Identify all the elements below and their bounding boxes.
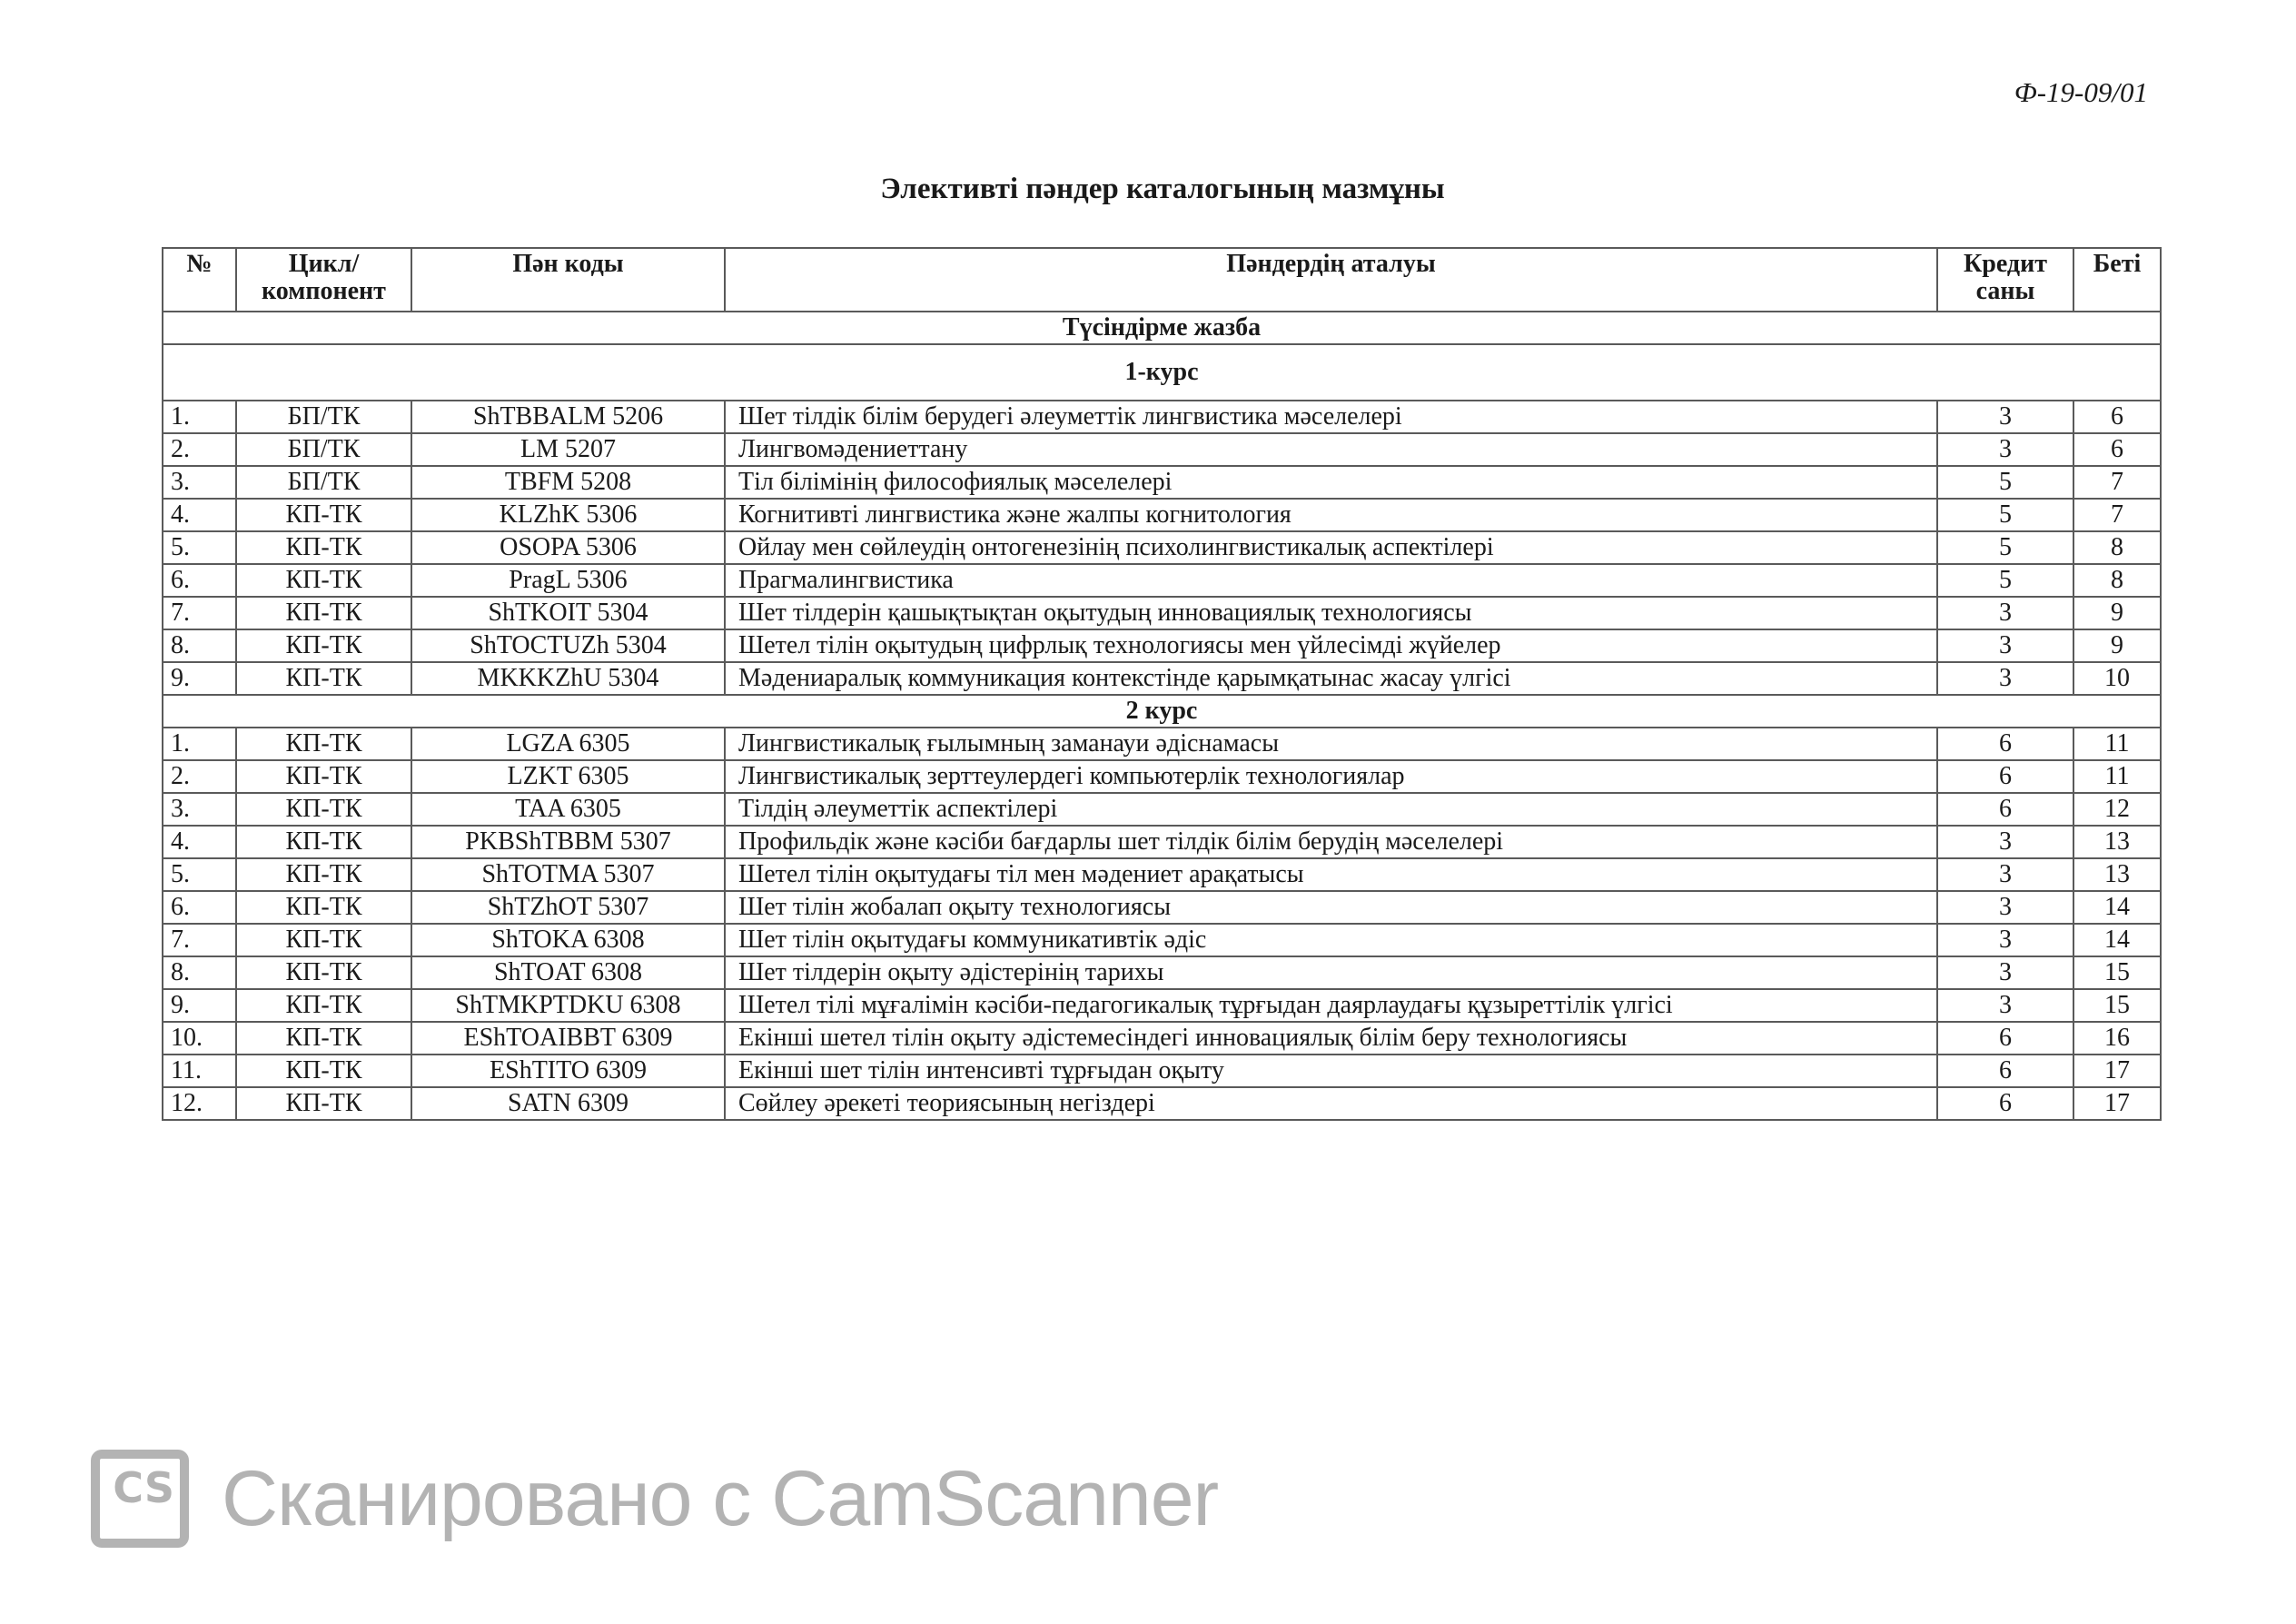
table-row	[163, 433, 2161, 466]
page-cell: 12	[2073, 793, 2161, 826]
page-cell: 10	[2073, 662, 2161, 695]
page-cell: 15	[2073, 956, 2161, 989]
cycle-cell: КП-ТК	[236, 1087, 411, 1120]
row-number: 8.	[163, 956, 236, 989]
course-code-cell: ShTOKA 6308	[411, 924, 725, 956]
course-name-cell: Сөйлеу әрекеті теориясының негіздері	[725, 1087, 1937, 1120]
page-cell: 11	[2073, 728, 2161, 760]
row-number: 9.	[163, 989, 236, 1022]
row-number: 2.	[163, 433, 236, 466]
col-header-name: Пәндердің аталуы	[725, 248, 1937, 312]
table-row	[163, 1055, 2161, 1087]
course-name-cell: Лингвомәдениеттану	[725, 433, 1937, 466]
credits-cell: 6	[1937, 1087, 2073, 1120]
cycle-cell: КП-ТК	[236, 499, 411, 531]
cycle-cell: КП-ТК	[236, 1022, 411, 1055]
year1-label: 1-курс	[163, 344, 2161, 401]
row-number: 5.	[163, 858, 236, 891]
col-header-page: Беті	[2073, 248, 2161, 312]
course-name-cell: Тілдің әлеуметтік аспектілері	[725, 793, 1937, 826]
row-number: 2.	[163, 760, 236, 793]
credits-cell: 3	[1937, 956, 2073, 989]
cycle-cell: КП-ТК	[236, 826, 411, 858]
course-code-cell: PragL 5306	[411, 564, 725, 597]
credits-cell: 6	[1937, 1055, 2073, 1087]
page-cell: 9	[2073, 629, 2161, 662]
credits-cell: 3	[1937, 597, 2073, 629]
col-header-cycle: Цикл/ компонент	[236, 248, 411, 312]
course-name-cell: Шетел тілін оқытудағы тіл мен мәдениет арақатысы	[725, 858, 1937, 891]
table-row	[163, 466, 2161, 499]
cycle-cell: БП/ТК	[236, 401, 411, 433]
table-row	[163, 858, 2161, 891]
course-name-cell: Тіл білімінің философиялық мәселелері	[725, 466, 1937, 499]
cycle-cell: БП/ТК	[236, 433, 411, 466]
credits-cell: 5	[1937, 531, 2073, 564]
cycle-cell: КП-ТК	[236, 662, 411, 695]
row-number: 12.	[163, 1087, 236, 1120]
table-row	[163, 793, 2161, 826]
camscanner-watermark	[91, 1444, 1218, 1553]
cycle-cell: БП/ТК	[236, 466, 411, 499]
credits-cell: 3	[1937, 989, 2073, 1022]
row-number: 5.	[163, 531, 236, 564]
form-code: Ф-19-09/01	[2014, 76, 2148, 108]
section-row-year2	[163, 695, 2161, 728]
cycle-cell: КП-ТК	[236, 728, 411, 760]
course-code-cell: TBFM 5208	[411, 466, 725, 499]
col-header-credits: Кредит саны	[1937, 248, 2073, 312]
col-header-num: №	[163, 248, 236, 312]
course-name-cell: Когнитивті лингвистика және жалпы когнитология	[725, 499, 1937, 531]
table-row	[163, 956, 2161, 989]
course-name-cell: Ойлау мен сөйлеудің онтогенезінің психолингвистикалық аспектілері	[725, 531, 1937, 564]
row-number: 4.	[163, 499, 236, 531]
table-header-row	[163, 248, 2161, 312]
table-row	[163, 662, 2161, 695]
credits-cell: 6	[1937, 760, 2073, 793]
col-header-code: Пән коды	[411, 248, 725, 312]
year2-label: 2 курс	[163, 695, 2161, 728]
cycle-cell: КП-ТК	[236, 793, 411, 826]
course-code-cell: LGZA 6305	[411, 728, 725, 760]
cycle-cell: КП-ТК	[236, 989, 411, 1022]
course-code-cell: ShTMKPTDKU 6308	[411, 989, 725, 1022]
row-number: 7.	[163, 597, 236, 629]
table-row	[163, 1022, 2161, 1055]
row-number: 8.	[163, 629, 236, 662]
cycle-cell: КП-ТК	[236, 760, 411, 793]
course-code-cell: LZKT 6305	[411, 760, 725, 793]
row-number: 1.	[163, 728, 236, 760]
course-name-cell: Шетел тілін оқытудың цифрлық технологиясы мен үйлесімді жүйелер	[725, 629, 1937, 662]
row-number: 11.	[163, 1055, 236, 1087]
course-name-cell: Лингвистикалық зерттеулердегі компьютерлік технологиялар	[725, 760, 1937, 793]
explanatory-note-label: Түсіндірме жазба	[163, 312, 2161, 344]
credits-cell: 5	[1937, 499, 2073, 531]
row-number: 10.	[163, 1022, 236, 1055]
credits-cell: 3	[1937, 433, 2073, 466]
row-number: 6.	[163, 564, 236, 597]
page-cell: 11	[2073, 760, 2161, 793]
row-number: 7.	[163, 924, 236, 956]
credits-cell: 6	[1937, 1022, 2073, 1055]
course-code-cell: LM 5207	[411, 433, 725, 466]
page-cell: 16	[2073, 1022, 2161, 1055]
page-cell: 6	[2073, 433, 2161, 466]
row-number: 4.	[163, 826, 236, 858]
page-cell: 13	[2073, 858, 2161, 891]
cycle-cell: КП-ТК	[236, 531, 411, 564]
course-name-cell: Екінші шетел тілін оқыту әдістемесіндегі инновациялық білім беру технологиясы	[725, 1022, 1937, 1055]
course-code-cell: EShTOAIBBT 6309	[411, 1022, 725, 1055]
table-row	[163, 531, 2161, 564]
course-code-cell: KLZhK 5306	[411, 499, 725, 531]
page-cell: 7	[2073, 499, 2161, 531]
course-name-cell: Мәдениаралық коммуникация контекстінде қарымқатынас жасау үлгісі	[725, 662, 1937, 695]
course-name-cell: Шет тілдік білім берудегі әлеуметтік лингвистика мәселелері	[725, 401, 1937, 433]
page-cell: 15	[2073, 989, 2161, 1022]
course-name-cell: Профильдік және кәсіби бағдарлы шет тілдік білім берудің мәселелері	[725, 826, 1937, 858]
cycle-cell: КП-ТК	[236, 924, 411, 956]
table-row	[163, 924, 2161, 956]
cycle-cell: КП-ТК	[236, 891, 411, 924]
document-title: Элективті пәндер каталогының мазмұны	[880, 173, 1445, 205]
course-code-cell: MKKKZhU 5304	[411, 662, 725, 695]
course-code-cell: OSOPA 5306	[411, 531, 725, 564]
cycle-cell: КП-ТК	[236, 858, 411, 891]
cycle-cell: КП-ТК	[236, 629, 411, 662]
table-row	[163, 629, 2161, 662]
credits-cell: 3	[1937, 891, 2073, 924]
table-row	[163, 826, 2161, 858]
table-row	[163, 728, 2161, 760]
row-number: 1.	[163, 401, 236, 433]
page-cell: 8	[2073, 531, 2161, 564]
section-row-year1	[163, 344, 2161, 401]
page-cell: 8	[2073, 564, 2161, 597]
row-number: 3.	[163, 466, 236, 499]
cycle-cell: КП-ТК	[236, 1055, 411, 1087]
page-cell: 6	[2073, 401, 2161, 433]
course-name-cell: Лингвистикалық ғылымның заманауи әдіснамасы	[725, 728, 1937, 760]
course-code-cell: EShTITO 6309	[411, 1055, 725, 1087]
table-row	[163, 597, 2161, 629]
course-name-cell: Шет тілдерін оқыту әдістерінің тарихы	[725, 956, 1937, 989]
course-code-cell: ShTZhOT 5307	[411, 891, 725, 924]
page-cell: 14	[2073, 891, 2161, 924]
credits-cell: 3	[1937, 924, 2073, 956]
table-row	[163, 760, 2161, 793]
table-row	[163, 401, 2161, 433]
course-name-cell: Шет тілін жобалап оқыту технологиясы	[725, 891, 1937, 924]
watermark-text: Сканировано с CamScanner	[222, 1454, 1219, 1542]
table-row	[163, 891, 2161, 924]
credits-cell: 3	[1937, 662, 2073, 695]
table-row	[163, 989, 2161, 1022]
row-number: 3.	[163, 793, 236, 826]
credits-cell: 6	[1937, 793, 2073, 826]
credits-cell: 3	[1937, 858, 2073, 891]
credits-cell: 5	[1937, 466, 2073, 499]
course-name-cell: Шет тілін оқытудағы коммуникативтік әдіс	[725, 924, 1937, 956]
page-cell: 17	[2073, 1055, 2161, 1087]
course-code-cell: ShTOCTUZh 5304	[411, 629, 725, 662]
course-code-cell: ShTOAT 6308	[411, 956, 725, 989]
credits-cell: 5	[1937, 564, 2073, 597]
credits-cell: 3	[1937, 826, 2073, 858]
course-code-cell: SATN 6309	[411, 1087, 725, 1120]
row-number: 9.	[163, 662, 236, 695]
cycle-cell: КП-ТК	[236, 956, 411, 989]
section-row-note	[163, 312, 2161, 344]
course-code-cell: ShTBBALM 5206	[411, 401, 725, 433]
page-cell: 9	[2073, 597, 2161, 629]
course-name-cell: Шетел тілі мұғалімін кәсіби-педагогикалық тұрғыдан даярлаудағы құзыреттілік үлгісі	[725, 989, 1937, 1022]
elective-catalog-table	[162, 247, 2162, 1121]
course-name-cell: Прагмалингвистика	[725, 564, 1937, 597]
table-row	[163, 1087, 2161, 1120]
credits-cell: 3	[1937, 629, 2073, 662]
course-code-cell: ShTKOIT 5304	[411, 597, 725, 629]
credits-cell: 3	[1937, 401, 2073, 433]
table-row	[163, 564, 2161, 597]
camscanner-logo-icon: CS	[91, 1450, 189, 1548]
course-code-cell: PKBShTBBM 5307	[411, 826, 725, 858]
credits-cell: 6	[1937, 728, 2073, 760]
table-row	[163, 499, 2161, 531]
course-code-cell: TAA 6305	[411, 793, 725, 826]
row-number: 6.	[163, 891, 236, 924]
page-cell: 7	[2073, 466, 2161, 499]
page-cell: 14	[2073, 924, 2161, 956]
page-cell: 17	[2073, 1087, 2161, 1120]
course-name-cell: Екінші шет тілін интенсивті тұрғыдан оқыту	[725, 1055, 1937, 1087]
cycle-cell: КП-ТК	[236, 597, 411, 629]
course-code-cell: ShTOTMA 5307	[411, 858, 725, 891]
course-name-cell: Шет тілдерін қашықтықтан оқытудың инновациялық технологиясы	[725, 597, 1937, 629]
page-cell: 13	[2073, 826, 2161, 858]
cycle-cell: КП-ТК	[236, 564, 411, 597]
